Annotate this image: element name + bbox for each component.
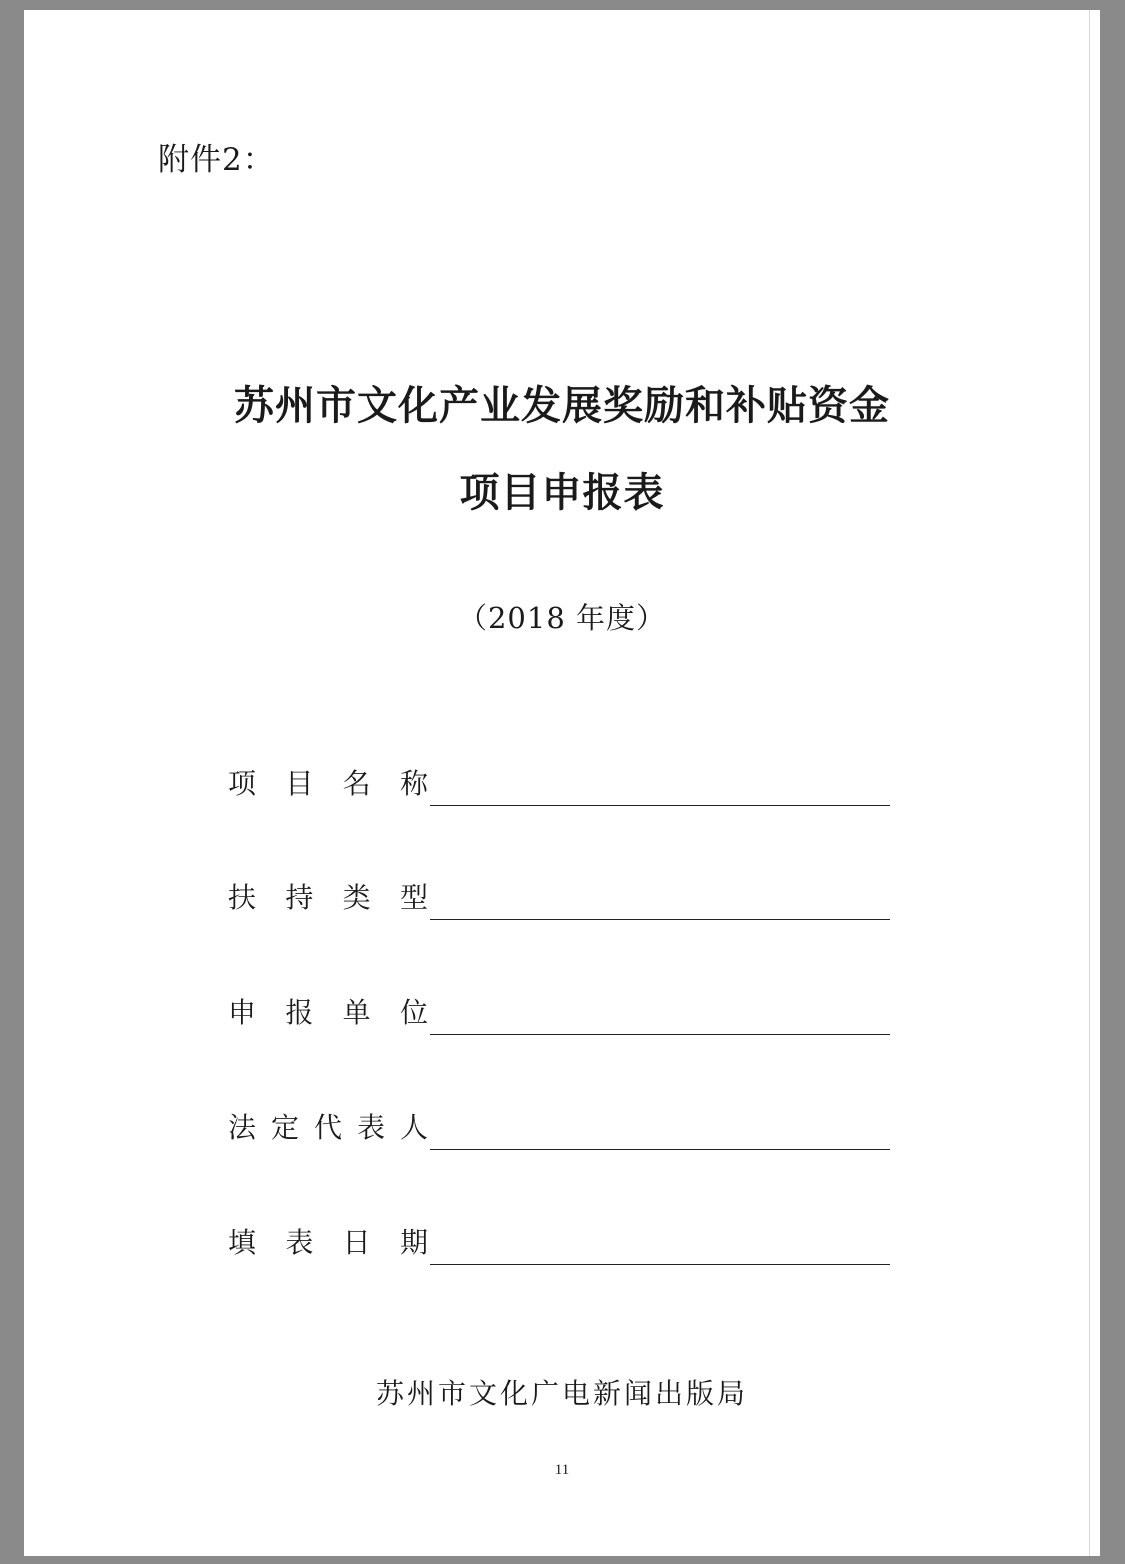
form-row-project-name: [228, 762, 890, 806]
form-label-char: 申: [228, 996, 257, 1029]
attachment-label: 附件2：: [158, 142, 275, 178]
form-label-char: 扶: [228, 881, 257, 914]
fill-line-project-name[interactable]: [430, 805, 890, 806]
form-label-char: 类: [342, 881, 371, 914]
fill-line-applicant-unit[interactable]: [430, 1034, 890, 1035]
form-label-char: 定: [270, 1111, 299, 1144]
fill-line-fill-date[interactable]: [430, 1264, 890, 1265]
form-label-char: 代: [313, 1111, 342, 1144]
page-edge-line: [1089, 10, 1090, 1556]
page-number: 11: [554, 1462, 570, 1478]
form-label-char: 项: [228, 767, 257, 800]
form-label-applicant-unit: [228, 991, 428, 1031]
form-label-char: 目: [285, 767, 314, 800]
title-line-1: 苏州市文化产业发展奖励和补贴资金: [234, 382, 890, 429]
form-row-legal-representative: [228, 1106, 890, 1150]
form-label-char: 位: [399, 996, 428, 1029]
document-page: [24, 10, 1100, 1556]
issuer-name: 苏州市文化广电新闻出版局: [375, 1377, 748, 1410]
form-label-fill-date: [228, 1221, 428, 1261]
title-line-2: 项目申报表: [459, 469, 665, 516]
form-row-fill-date: [228, 1221, 890, 1265]
form-label-support-type: [228, 876, 428, 916]
form-label-char: 法: [228, 1111, 257, 1144]
form-label-char: 单: [342, 996, 371, 1029]
form-row-applicant-unit: [228, 991, 890, 1035]
form-label-char: 日: [342, 1226, 371, 1259]
form-row-support-type: [228, 876, 890, 920]
form-label-char: 称: [399, 767, 428, 800]
form-label-char: 人: [399, 1111, 428, 1144]
form-label-project-name: [228, 762, 428, 802]
form-label-char: 报: [285, 996, 314, 1029]
fill-line-legal-representative[interactable]: [430, 1149, 890, 1150]
form-label-char: 填: [228, 1226, 257, 1259]
year-label: （2018 年度）: [457, 601, 667, 635]
fill-line-support-type[interactable]: [430, 919, 890, 920]
form-label-legal-representative: [228, 1106, 428, 1146]
form-label-char: 型: [399, 881, 428, 914]
form-label-char: 名: [342, 767, 371, 800]
form-label-char: 持: [285, 881, 314, 914]
form-label-char: 表: [356, 1111, 385, 1144]
form-label-char: 表: [285, 1226, 314, 1259]
form-label-char: 期: [399, 1226, 428, 1259]
